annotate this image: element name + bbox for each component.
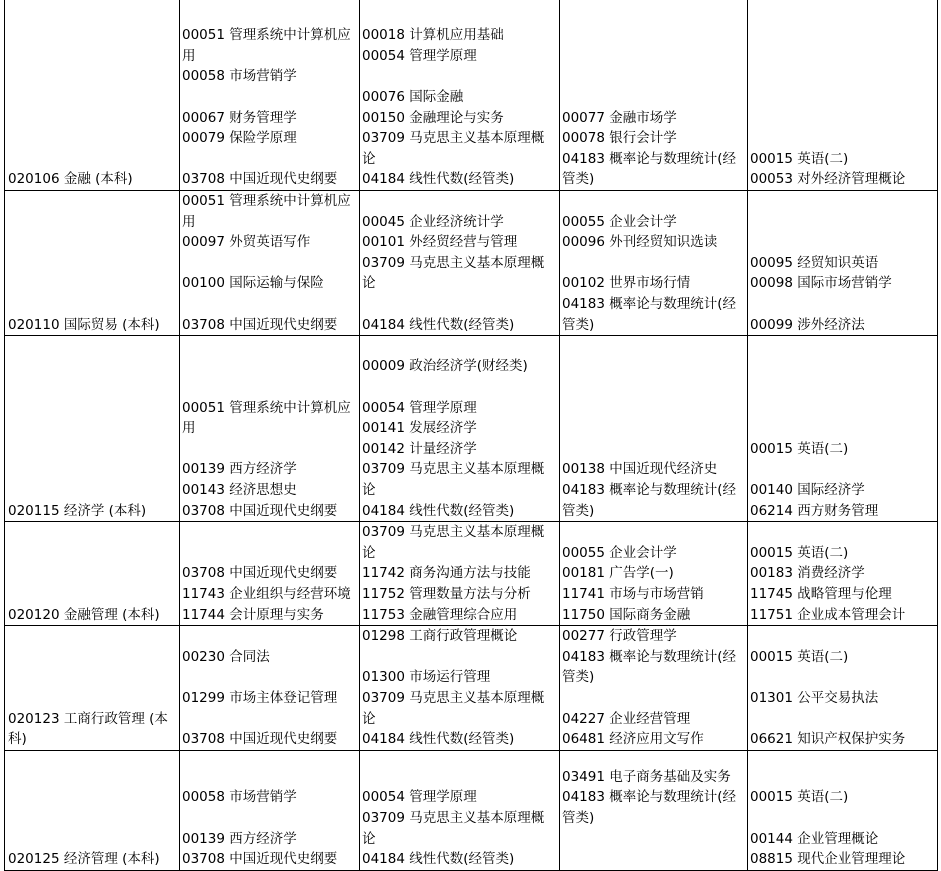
course-cell xyxy=(748,191,938,336)
table-row xyxy=(5,626,938,751)
course-entry: 00095 经贸知识英语 xyxy=(750,254,879,271)
course-entry: 00009 政治经济学(财经类) xyxy=(362,358,528,375)
course-entry: 04184 线性代数(经管类) xyxy=(362,851,515,868)
course-cell xyxy=(360,336,560,522)
course-entry: 00015 英语(二) xyxy=(750,648,849,665)
course-entry: 00051 管理系统中计算机应用 xyxy=(182,193,351,230)
course-entry xyxy=(562,829,745,850)
course-entry: 00230 合同法 xyxy=(182,648,270,665)
course-entry: 03709 马克思主义基本原理概论 xyxy=(362,254,545,292)
course-entry: 03708 中国近现代史纲要 xyxy=(182,171,338,188)
course-entry: 01300 市场运行管理 xyxy=(362,669,491,686)
course-entry xyxy=(562,688,745,709)
course-entry xyxy=(750,294,935,315)
course-entry: 00101 外经贸经营与管理 xyxy=(362,234,518,251)
course-entry: 00138 中国近现代经济史 xyxy=(562,461,718,478)
course-entry: 03708 中国近现代史纲要 xyxy=(182,565,338,582)
course-entry: 03709 马克思主义基本原理概论 xyxy=(362,689,545,727)
exam-schedule-table xyxy=(4,0,938,871)
course-entry: 03708 中国近现代史纲要 xyxy=(182,731,338,748)
course-entry: 03709 马克思主义基本原理概论 xyxy=(362,461,545,498)
course-entry: 00099 涉外经济法 xyxy=(750,316,865,333)
course-entry xyxy=(182,294,357,315)
course-cell xyxy=(560,191,748,336)
course-cell xyxy=(748,336,938,522)
table-row xyxy=(5,522,938,626)
course-entry: 00015 英语(二) xyxy=(750,544,849,561)
course-entry: 11745 战略管理与伦理 xyxy=(750,585,892,602)
course-entry: 01299 市场主体登记管理 xyxy=(182,689,338,706)
course-cell xyxy=(560,336,748,522)
course-entry: 04227 企业经营管理 xyxy=(562,710,691,727)
course-entry xyxy=(182,87,357,108)
course-entry: 00054 管理学原理 xyxy=(362,789,477,806)
course-cell xyxy=(748,626,938,751)
course-entry: 04183 概率论与数理统计(经管类) xyxy=(562,481,737,519)
course-entry: 00076 国际金融 xyxy=(362,89,464,106)
course-cell xyxy=(180,0,360,191)
course-cell xyxy=(748,522,938,626)
course-entry xyxy=(750,808,935,829)
course-entry xyxy=(750,667,935,688)
course-cell xyxy=(560,522,748,626)
course-entry: 00139 西方经济学 xyxy=(182,830,297,847)
course-entry: 04183 概率论与数理统计(经管类) xyxy=(562,648,737,686)
course-cell xyxy=(180,626,360,751)
course-entry: 00078 银行会计学 xyxy=(562,130,677,147)
major-name: 020125 经济管理 (本科) xyxy=(5,750,180,870)
course-entry: 00053 对外经济管理概论 xyxy=(750,171,906,188)
course-entry: 00144 企业管理概论 xyxy=(750,830,879,847)
course-entry: 00096 外刊经贸知识选读 xyxy=(562,234,718,251)
course-entry: 00098 国际市场营销学 xyxy=(750,275,892,292)
course-entry xyxy=(750,459,935,480)
course-entry xyxy=(182,253,357,274)
major-name: 020106 金融 (本科) xyxy=(5,0,180,191)
course-entry: 00077 金融市场学 xyxy=(562,109,677,126)
course-entry: 00277 行政管理学 xyxy=(562,628,677,645)
course-entry: 00055 企业会计学 xyxy=(562,213,677,230)
course-entry: 00150 金融理论与实务 xyxy=(362,109,504,126)
course-entry: 11744 会计原理与实务 xyxy=(182,606,324,623)
course-entry: 00045 企业经济统计学 xyxy=(362,213,504,230)
course-entry: 04184 线性代数(经管类) xyxy=(362,502,515,519)
course-entry xyxy=(182,149,357,170)
course-entry: 00100 国际运输与保险 xyxy=(182,275,324,292)
course-entry xyxy=(362,294,557,315)
major-name: 020120 金融管理 (本科) xyxy=(5,522,180,626)
major-name: 020123 工商行政管理 (本科) xyxy=(5,626,180,751)
course-entry: 11752 管理数量方法与分析 xyxy=(362,585,531,602)
course-entry: 00054 管理学原理 xyxy=(362,399,477,416)
table-row xyxy=(5,336,938,522)
course-entry: 08815 现代企业管理理论 xyxy=(750,851,906,868)
course-entry: 01301 公平交易执法 xyxy=(750,689,879,706)
course-entry: 00143 经济思想史 xyxy=(182,481,297,498)
course-entry xyxy=(362,66,557,87)
course-cell xyxy=(748,750,938,870)
course-entry: 11751 企业成本管理会计 xyxy=(750,606,906,623)
course-entry: 00079 保险学原理 xyxy=(182,130,297,147)
course-entry: 01298 工商行政管理概论 xyxy=(362,628,518,645)
course-entry: 00055 企业会计学 xyxy=(562,544,677,561)
course-cell xyxy=(560,750,748,870)
course-cell xyxy=(180,522,360,626)
course-entry xyxy=(750,709,935,730)
course-entry xyxy=(182,439,357,460)
table-row xyxy=(5,0,938,191)
course-cell xyxy=(360,522,560,626)
course-entry: 04184 线性代数(经管类) xyxy=(362,171,515,188)
course-cell xyxy=(748,0,938,191)
course-entry: 11742 商务沟通方法与技能 xyxy=(362,565,531,582)
major-name: 020110 国际贸易 (本科) xyxy=(5,191,180,336)
course-entry: 03709 马克思主义基本原理概论 xyxy=(362,809,545,847)
course-entry: 03708 中国近现代史纲要 xyxy=(182,316,338,333)
course-entry: 04184 线性代数(经管类) xyxy=(362,731,515,748)
course-entry: 00183 消费经济学 xyxy=(750,565,865,582)
course-entry: 03708 中国近现代史纲要 xyxy=(182,502,338,519)
course-entry: 00015 英语(二) xyxy=(750,789,849,806)
course-entry: 00067 财务管理学 xyxy=(182,109,297,126)
course-cell xyxy=(180,750,360,870)
course-cell xyxy=(360,0,560,191)
course-entry: 03709 马克思主义基本原理概论 xyxy=(362,524,545,561)
course-entry xyxy=(182,709,357,730)
course-cell xyxy=(180,336,360,522)
course-entry: 03708 中国近现代史纲要 xyxy=(182,851,338,868)
course-entry: 00102 世界市场行情 xyxy=(562,275,691,292)
course-entry xyxy=(562,849,745,870)
course-entry: 00139 西方经济学 xyxy=(182,461,297,478)
course-entry: 00058 市场营销学 xyxy=(182,789,297,806)
course-cell xyxy=(360,191,560,336)
course-entry xyxy=(562,253,745,274)
course-entry: 06481 经济应用文写作 xyxy=(562,731,704,748)
course-entry: 06621 知识产权保护实务 xyxy=(750,731,906,748)
course-cell xyxy=(560,626,748,751)
course-entry xyxy=(182,667,357,688)
course-entry: 00054 管理学原理 xyxy=(362,47,477,64)
course-entry: 03491 电子商务基础及实务 xyxy=(562,768,731,785)
course-entry: 00018 计算机应用基础 xyxy=(362,27,504,44)
course-entry: 11750 国际商务金融 xyxy=(562,606,691,623)
course-entry: 11753 金融管理综合应用 xyxy=(362,606,518,623)
course-entry xyxy=(362,377,557,398)
course-entry: 11741 市场与市场营销 xyxy=(562,585,704,602)
course-entry: 00058 市场营销学 xyxy=(182,68,297,85)
course-entry: 04183 概率论与数理统计(经管类) xyxy=(562,789,737,826)
table-row xyxy=(5,750,938,870)
course-entry xyxy=(182,808,357,829)
course-entry: 00140 国际经济学 xyxy=(750,481,865,498)
major-name: 020115 经济学 (本科) xyxy=(5,336,180,522)
course-entry: 00051 管理系统中计算机应用 xyxy=(182,27,351,64)
course-entry: 00181 广告学(一) xyxy=(562,565,674,582)
course-entry: 00142 计量经济学 xyxy=(362,440,477,457)
course-entry: 06214 西方财务管理 xyxy=(750,502,879,519)
course-entry: 00141 发展经济学 xyxy=(362,420,477,437)
course-entry: 00015 英语(二) xyxy=(750,440,849,457)
table-body xyxy=(5,0,938,870)
course-entry: 00015 英语(二) xyxy=(750,150,849,167)
course-entry xyxy=(362,647,557,668)
course-cell xyxy=(560,0,748,191)
course-entry: 04184 线性代数(经管类) xyxy=(362,316,515,333)
table-row xyxy=(5,191,938,336)
course-entry: 03709 马克思主义基本原理概论 xyxy=(362,130,545,167)
course-cell xyxy=(360,750,560,870)
course-entry: 11743 企业组织与经营环境 xyxy=(182,585,351,602)
course-entry: 00097 外贸英语写作 xyxy=(182,234,311,251)
course-entry: 04183 概率论与数理统计(经管类) xyxy=(562,150,737,188)
course-cell xyxy=(180,191,360,336)
course-cell xyxy=(360,626,560,751)
course-entry: 04183 概率论与数理统计(经管类) xyxy=(562,295,737,333)
course-entry: 00051 管理系统中计算机应用 xyxy=(182,399,351,437)
